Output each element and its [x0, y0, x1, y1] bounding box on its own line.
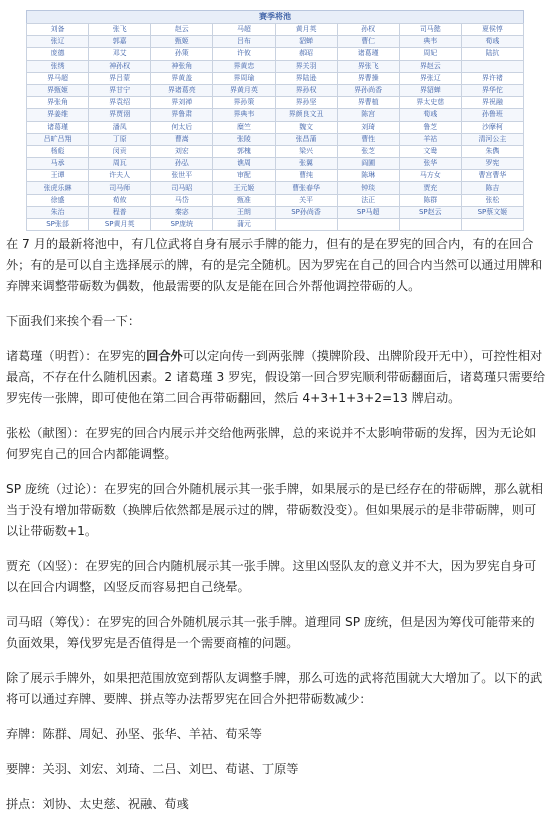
table-cell: 界张辽 [399, 72, 461, 84]
table-cell: 朱治 [27, 206, 89, 218]
table-cell: 程普 [89, 206, 151, 218]
table-row [27, 84, 524, 96]
table-cell: 张绣 [27, 60, 89, 72]
table-cell: 陈吉 [461, 182, 523, 194]
table-cell: 典韦 [399, 36, 461, 48]
table-cell: 界刘禅 [151, 97, 213, 109]
table-cell: 界祝融 [461, 97, 523, 109]
table-cell: 界许褚 [461, 72, 523, 84]
pool-grid [26, 23, 524, 231]
table-cell: 清河公主 [461, 133, 523, 145]
table-cell: 神张角 [151, 60, 213, 72]
table-cell: 法正 [337, 194, 399, 206]
table-row [27, 97, 524, 109]
table-cell: 界典韦 [213, 109, 275, 121]
table-cell: SP庞统 [151, 219, 213, 231]
table-row [27, 36, 524, 48]
paragraph-intro: 在 7 月的最新将池中，有几位武将自身有展示手牌的能力，但有的是在罗宪的回合内，有的在回合外；有的是可以自主选择展示的牌，有的是完全随机。因为罗宪在自己的回合内当然可以通过用牌和弃牌来调整带砺数为偶数，他最需要的队友是能在回合外帮他调控带砺的人。 [6, 237, 543, 293]
table-cell: 曹纯 [275, 170, 337, 182]
table-cell: 张世平 [151, 170, 213, 182]
table-cell: 诸葛瑾 [337, 48, 399, 60]
table-cell: 界黄盖 [151, 72, 213, 84]
table-cell: 庞德 [27, 48, 89, 60]
table-cell: 秦宓 [151, 206, 213, 218]
table-cell: 王谭 [27, 170, 89, 182]
table-cell: 界黄忠 [213, 60, 275, 72]
table-cell: 刘备 [27, 24, 89, 36]
table-cell: 王朗 [213, 206, 275, 218]
table-cell: 界华佗 [461, 84, 523, 96]
table-cell: 界诸葛亮 [151, 84, 213, 96]
table-cell: 刘宏 [151, 145, 213, 157]
table-cell: 谯周 [213, 158, 275, 170]
table-cell: 关平 [275, 194, 337, 206]
table-cell: 陆抗 [461, 48, 523, 60]
table-cell: 糜竺 [213, 121, 275, 133]
table-cell: 陈宫 [337, 109, 399, 121]
table-row [27, 133, 524, 145]
table-cell: 张昌蒲 [275, 133, 337, 145]
table-cell: 界鲁肃 [151, 109, 213, 121]
table-cell: 曹嵩 [151, 133, 213, 145]
table-cell: 界姜维 [27, 109, 89, 121]
paragraph-zhangsong: 张松（献图）：在罗宪的回合内展示并交给他两张牌，总的来说并不太影响带砺的发挥，因为无论如何罗宪自己的回合内都能调整。 [6, 426, 537, 461]
table-cell: 周妃 [399, 48, 461, 60]
table-row [27, 219, 524, 231]
table-cell: 界孙权 [275, 84, 337, 96]
table-cell: 司马昭 [151, 182, 213, 194]
table-cell: SP马超 [337, 206, 399, 218]
table-cell: 吕布 [213, 36, 275, 48]
table-cell: 陈群 [399, 194, 461, 206]
table-cell: 赵云 [151, 24, 213, 36]
table-row [27, 206, 524, 218]
table-cell: 马超 [213, 24, 275, 36]
table-cell: 界貂蝉 [399, 84, 461, 96]
table-cell: 界张角 [27, 97, 89, 109]
table-cell: 神孙权 [89, 60, 151, 72]
table-cell [461, 60, 523, 72]
table-cell: 丁原 [89, 133, 151, 145]
table-cell: 郭槐 [213, 145, 275, 157]
table-cell: 界甄姬 [27, 84, 89, 96]
table-cell: 界太史慈 [399, 97, 461, 109]
table-row [27, 194, 524, 206]
table-row [27, 24, 524, 36]
table-cell: 界关羽 [275, 60, 337, 72]
table-cell: 诸葛瑾 [27, 121, 89, 133]
table-cell: 界陆逊 [275, 72, 337, 84]
table-cell: 马岱 [151, 194, 213, 206]
table-cell: 界孙尚香 [337, 84, 399, 96]
table-cell: 罗宪 [461, 158, 523, 170]
table-row [27, 109, 524, 121]
table-cell: SP蔡文姬 [461, 206, 523, 218]
table-cell: 甄姬 [151, 36, 213, 48]
table-cell [275, 219, 337, 231]
table-cell: 界周瑜 [213, 72, 275, 84]
table-cell: 界吕蒙 [89, 72, 151, 84]
table-cell: 文鸯 [399, 145, 461, 157]
table-cell: 司马师 [89, 182, 151, 194]
table-cell: 张虎乐綝 [27, 182, 89, 194]
table-cell: 陈琳 [337, 170, 399, 182]
table-cell: 鲁芝 [399, 121, 461, 133]
table-cell: 张翼 [275, 158, 337, 170]
table-row [27, 60, 524, 72]
table-cell [399, 219, 461, 231]
table-cell: 郭嘉 [89, 36, 151, 48]
table-cell: 貂蝉 [275, 36, 337, 48]
table-cell: 界颜良文丑 [275, 109, 337, 121]
table-cell: 马方女 [399, 170, 461, 182]
table-cell: 杨彪 [27, 145, 89, 157]
table-cell [337, 219, 399, 231]
table-cell: 梁兴 [275, 145, 337, 157]
paragraph-discard: 弃牌：陈群、周妃、孙坚、张华、羊祜、荀采等 [6, 727, 262, 741]
table-cell: 曹宫曹华 [461, 170, 523, 182]
table-row [27, 145, 524, 157]
table-cell: 闵贡 [89, 145, 151, 157]
table-cell: 荀彧 [461, 36, 523, 48]
table-cell: 孙权 [337, 24, 399, 36]
highlight-outside-turn: 回合外 [146, 349, 183, 363]
table-row [27, 121, 524, 133]
table-cell: 曹性 [337, 133, 399, 145]
table-cell: 马承 [27, 158, 89, 170]
table-cell: 张飞 [89, 24, 151, 36]
table-row [27, 182, 524, 194]
table-cell: 荀攸 [89, 194, 151, 206]
table-cell: 周瓦 [89, 158, 151, 170]
table-cell: 夏侯惇 [461, 24, 523, 36]
table-cell: 司马懿 [399, 24, 461, 36]
table-cell: 张陵 [213, 133, 275, 145]
table-cell: 徐盛 [27, 194, 89, 206]
table-cell: 王元姬 [213, 182, 275, 194]
paragraph-pindian: 拼点：刘协、太史慈、祝融、荀彧 [6, 797, 189, 811]
table-cell: 界曹植 [337, 97, 399, 109]
table-cell: SP张郃 [27, 219, 89, 231]
table-cell: 界孙坚 [275, 97, 337, 109]
table-cell: 孙鲁班 [461, 109, 523, 121]
table-cell: 张松 [461, 194, 523, 206]
table-cell: 蒲元 [213, 219, 275, 231]
table-cell: 曹张春华 [275, 182, 337, 194]
table-cell: 许攸 [213, 48, 275, 60]
table-row [27, 170, 524, 182]
table-cell: 界曹操 [337, 72, 399, 84]
table-cell [461, 219, 523, 231]
table-row [27, 72, 524, 84]
paragraph-sp-pangtong: SP 庞统（过论）：在罗宪的回合外随机展示其一张手牌，如果展示的是已经存在的带砺牌，那么就相当于没有增加带砺数（换牌后依然都是展示过的牌，带砺数没变）。但如果展示的是非带砺牌，则可以让带砺数+1。 [6, 482, 543, 538]
table-cell: 界孙策 [213, 97, 275, 109]
table-cell: 沙摩柯 [461, 121, 523, 133]
table-cell: 张芝 [337, 145, 399, 157]
table-cell: 界马超 [27, 72, 89, 84]
table-cell: 界甘宁 [89, 84, 151, 96]
table-cell: 审配 [213, 170, 275, 182]
table-cell: 荀彧 [399, 109, 461, 121]
paragraph-zhugejin: 诸葛瑾（明哲）：在罗宪的回合外可以定向传一到两张牌（摸牌阶段、出牌阶段开无中），可控性相对最高，不存在什么随机因素。2 诸葛瑾 3 罗宪，假设第一回合罗宪顺利带砺翻面后，诸葛瑾只需要给罗宪传一张牌，即可使他在第二回合再带砺翻回，然后 4+3+1+3+2=13 牌启动。 [6, 349, 546, 405]
table-cell: 郝昭 [275, 48, 337, 60]
table-cell: 甄准 [213, 194, 275, 206]
table-cell: 阎圃 [337, 158, 399, 170]
table-cell: 界黄月英 [213, 84, 275, 96]
table-cell: SP黄月英 [89, 219, 151, 231]
table-cell: 钟琰 [337, 182, 399, 194]
paragraph-jiachong: 贾充（凶竖）：在罗宪的回合内随机展示其一张手牌。这里凶竖队友的意义并不大，因为罗宪自身可以在回合内调整，凶竖反而容易把自己绕晕。 [6, 559, 537, 594]
table-cell: 贾充 [399, 182, 461, 194]
table-cell: 张华 [399, 158, 461, 170]
table-cell: SP赵云 [399, 206, 461, 218]
paragraph-request: 要牌：关羽、刘宏、刘琦、二吕、刘巴、荀谌、丁原等 [6, 762, 299, 776]
paragraph-lead: 下面我们来挨个看一下： [6, 314, 141, 328]
table-cell: 吕旷吕翔 [27, 133, 89, 145]
table-title: 赛季将池 [26, 10, 524, 23]
table-cell: 许夫人 [89, 170, 151, 182]
table-cell: 界张飞 [337, 60, 399, 72]
table-cell: 邓艾 [89, 48, 151, 60]
table-cell: 黄月英 [275, 24, 337, 36]
table-cell: 羊祜 [399, 133, 461, 145]
table-cell: 张辽 [27, 36, 89, 48]
paragraph-simazhao: 司马昭（筹伐）：在罗宪的回合外随机展示其一张手牌。道理同 SP 庞统，但是因为筹伐可能带来的负面效果，筹伐罗宪是否值得是一个需要商榷的问题。 [6, 615, 535, 650]
table-cell: 界贾诩 [89, 109, 151, 121]
table-cell: 刘琦 [337, 121, 399, 133]
general-pool-table [26, 10, 524, 231]
table-cell: SP孙尚香 [275, 206, 337, 218]
table-cell: 界袁绍 [89, 97, 151, 109]
table-cell: 界赵云 [399, 60, 461, 72]
paragraph-expand: 除了展示手牌外，如果把范围放宽到帮队友调整手牌，那么可选的武将范围就大大增加了。以下的武将可以通过弃牌、要牌、拼点等办法帮罗宪在回合外把带砺数减少： [6, 671, 543, 706]
table-cell: 潘凤 [89, 121, 151, 133]
article-body [6, 234, 546, 815]
table-cell: 朱儁 [461, 145, 523, 157]
table-cell: 何太后 [151, 121, 213, 133]
table-cell: 孙弘 [151, 158, 213, 170]
table-row [27, 48, 524, 60]
table-cell: 孙策 [151, 48, 213, 60]
table-cell: 魏文 [275, 121, 337, 133]
table-row [27, 158, 524, 170]
table-cell: 曹仁 [337, 36, 399, 48]
